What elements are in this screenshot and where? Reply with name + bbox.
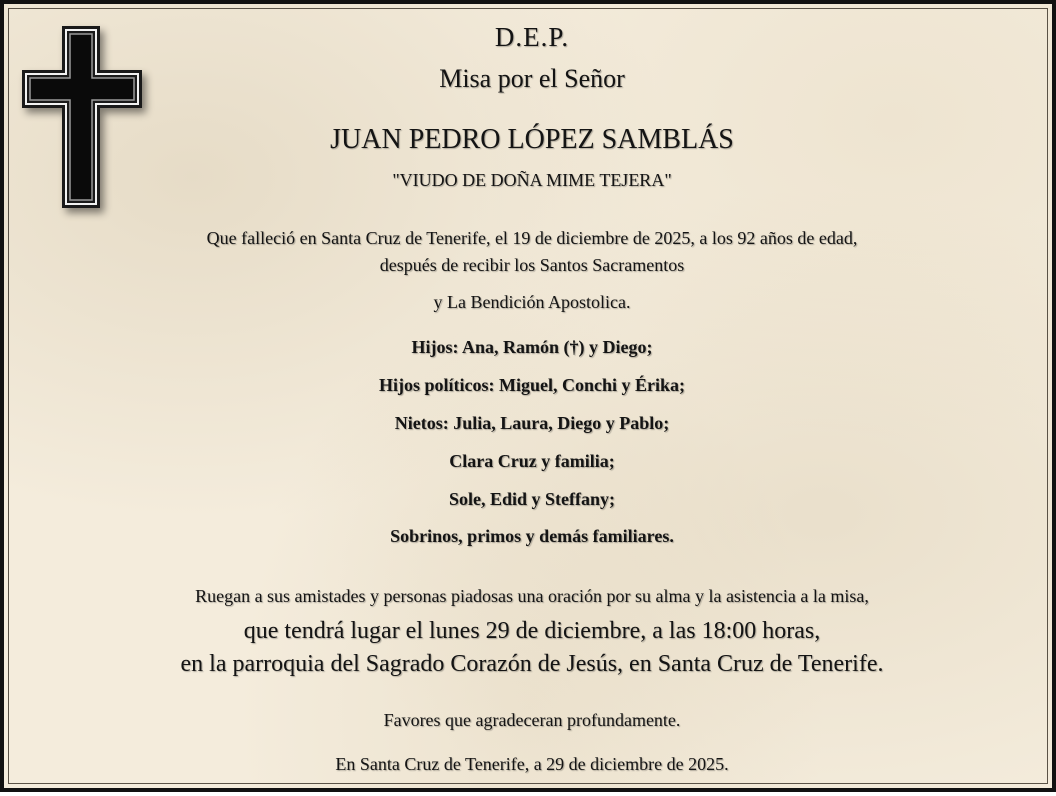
death-details-line-3: y La Bendición Apostolica. — [433, 292, 631, 312]
family-children-in-law: Hijos políticos: Miguel, Conchi y Érika; — [379, 375, 685, 395]
obituary-text — [4, 4, 1056, 796]
family-children: Hijos: Ana, Ramón (†) y Diego; — [411, 337, 653, 357]
mass-location: en la parroquia del Sagrado Corazón de Jesús, en Santa Cruz de Tenerife. — [180, 651, 884, 677]
family-sole: Sole, Edid y Steffany; — [448, 489, 616, 509]
family-grandchildren: Nietos: Julia, Laura, Diego y Pablo; — [394, 413, 670, 433]
deceased-name: JUAN PEDRO LÓPEZ SAMBLÁS — [330, 124, 734, 155]
mass-heading: Misa por el Señor — [439, 64, 625, 93]
family-clara: Clara Cruz y familia; — [449, 451, 615, 471]
family-relatives: Sobrinos, primos y demás familiares. — [390, 526, 674, 546]
prayer-request: Ruegan a sus amistades y personas piadosas una oración por su alma y la asistencia a la misa, — [195, 586, 869, 606]
mass-time: que tendrá lugar el lunes 29 de diciembre, a las 18:00 horas, — [243, 618, 821, 644]
death-details-line-1: Que falleció en Santa Cruz de Tenerife, el 19 de diciembre de 2025, a los 92 años de edad, — [206, 228, 858, 248]
dep-heading: D.E.P. — [494, 22, 570, 52]
widower-note: "VIUDO DE DOÑA MIME TEJERA" — [392, 170, 672, 190]
death-details-line-2: después de recibir los Santos Sacramentos — [379, 255, 685, 275]
thanks-line: Favores que agradeceran profundamente. — [383, 710, 681, 730]
place-date-line: En Santa Cruz de Tenerife, a 29 de diciembre de 2025. — [335, 754, 729, 774]
